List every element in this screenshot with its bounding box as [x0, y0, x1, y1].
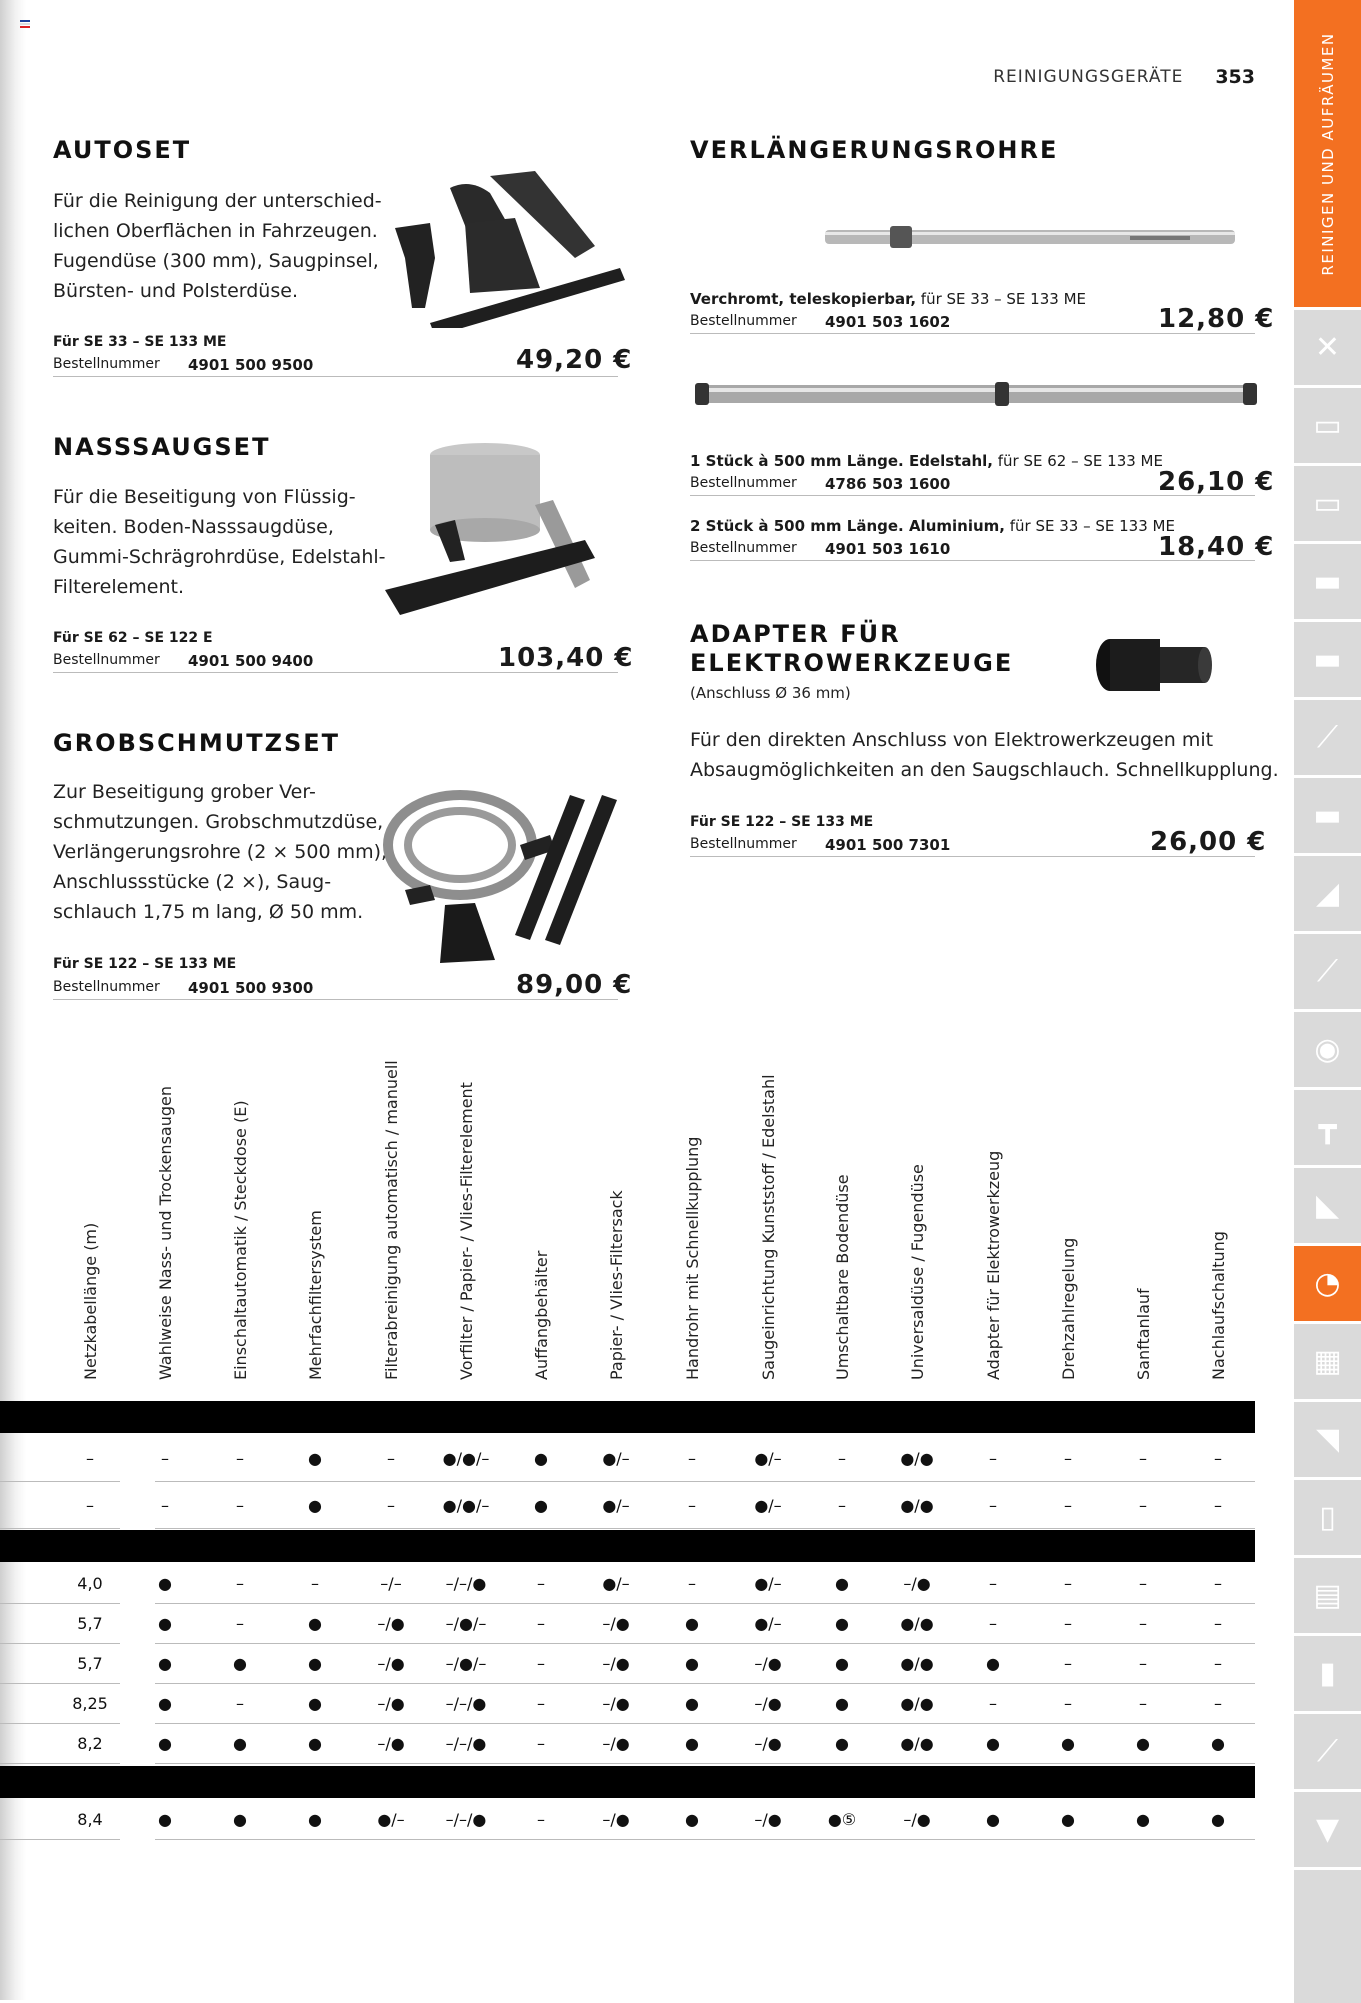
sidebar-empty [1294, 1867, 1361, 2003]
table-cell: – [1139, 1449, 1147, 1468]
trimmer-icon[interactable]: ⟋ [1294, 697, 1361, 775]
table-cell: – [1214, 1574, 1222, 1593]
table-cell: ● [685, 1654, 699, 1673]
grobschmutzset-description: Zur Beseitigung grober Ver- schmutzungen. Grobschmutzdüse, Verlängerungsrohre (2 × 500 mm), Anschlussstücke (2 ×), Saug- schlauch 1,75 m lang, Ø 50 mm. [53, 781, 388, 923]
table-cell: – [688, 1496, 696, 1515]
table-column-header [1053, 1040, 1083, 1380]
table-cell: ●/● [900, 1496, 934, 1515]
table-cell: ● [685, 1614, 699, 1633]
table-cell: – [236, 1449, 244, 1468]
table-cell: ●/– [602, 1496, 630, 1515]
table-cell: –/● [377, 1734, 405, 1753]
table-cell: – [1139, 1496, 1147, 1515]
grobschmutzset-price: 89,00 € [516, 970, 633, 1000]
tshirt-icon[interactable]: ▼ [1294, 1789, 1361, 1867]
table-group-bar [0, 1530, 1255, 1562]
table-cell: –/– [380, 1574, 402, 1593]
table-group-bar [0, 1766, 1255, 1798]
axe-icon[interactable]: ⟋ [1294, 1711, 1361, 1789]
autoset-product-image [390, 168, 630, 328]
table-cell: – [688, 1449, 696, 1468]
table-cell: – [1214, 1614, 1222, 1633]
column-header-label: Adapter für Elektrowerkzeug [984, 1150, 1003, 1380]
table-cell: ● [233, 1734, 247, 1753]
table-cell: –/● [903, 1574, 931, 1593]
table-cell: –/● [903, 1810, 931, 1829]
category-sidebar [1294, 0, 1361, 2000]
autoset-title: AUTOSET [53, 136, 192, 164]
rohre-item3-text: 2 Stück à 500 mm Länge. Aluminium, für SE 33 – SE 133 ME [690, 517, 1175, 535]
table-cell: – [86, 1496, 94, 1515]
table-cell: ● [158, 1654, 172, 1673]
table-cell: – [989, 1614, 997, 1633]
table-cell: – [537, 1574, 545, 1593]
table-cell: 4,0 [77, 1574, 103, 1593]
table-cell: ● [1061, 1734, 1075, 1753]
table-cell: ● [1211, 1810, 1225, 1829]
table-cell: –/● [754, 1654, 782, 1673]
order-number: 4901 500 9300 [188, 979, 314, 997]
table-cell: ● [1136, 1734, 1150, 1753]
manual-icon[interactable]: ▤ [1294, 1555, 1361, 1633]
table-cell: ● [308, 1614, 322, 1633]
vacuum-icon[interactable]: ◔ [1294, 1243, 1361, 1321]
tiller-icon[interactable]: ◣ [1294, 1165, 1361, 1243]
table-cell: – [1139, 1694, 1147, 1713]
table-cell: ●/● [900, 1694, 934, 1713]
table-cell: – [86, 1449, 94, 1468]
table-cell: ● [986, 1810, 1000, 1829]
lawnmower-icon[interactable]: ◢ [1294, 853, 1361, 931]
order-label: Bestellnummer [53, 979, 160, 995]
table-cell: ● [158, 1614, 172, 1633]
table-cell: ●/● [900, 1449, 934, 1468]
table-cell: ●/– [754, 1449, 782, 1468]
table-cell: – [1214, 1496, 1222, 1515]
shredder-icon[interactable]: ▦ [1294, 1321, 1361, 1399]
table-cell: ● [1061, 1810, 1075, 1829]
table-cell: –/● [754, 1734, 782, 1753]
table-cell: – [1139, 1574, 1147, 1593]
category-label: REINIGEN UND AUFRÄUMEN [1318, 31, 1337, 276]
table-cell: ● [1136, 1810, 1150, 1829]
table-cell: 8,2 [77, 1734, 103, 1753]
hedge-trimmer-icon[interactable]: ▬ [1294, 775, 1361, 853]
table-cell: –/● [602, 1614, 630, 1633]
table-cell: ●/– [602, 1574, 630, 1593]
table-cell: ● [685, 1810, 699, 1829]
nasssaugset-product-image [375, 440, 615, 630]
adapter-compatibility: Für SE 122 – SE 133 ME [690, 814, 874, 830]
column-header-label: Drehzahlregelung [1059, 1237, 1078, 1380]
tools-icon[interactable]: ✕ [1294, 307, 1361, 385]
column-header-label: Netzkabellänge (m) [81, 1222, 100, 1380]
adapter-price: 26,00 € [1150, 827, 1267, 857]
table-cell: –/● [602, 1694, 630, 1713]
section-title: REINIGUNGSGERÄTE [993, 67, 1184, 87]
table-cell: – [1064, 1574, 1072, 1593]
table-row [0, 1482, 1255, 1529]
table-row [0, 1724, 1255, 1764]
steel-pipe-image [695, 377, 1260, 411]
table-column-header [1203, 1040, 1233, 1380]
table-cell: – [537, 1734, 545, 1753]
grobschmutzset-compatibility: Für SE 122 – SE 133 ME [53, 956, 237, 972]
table-cell: ● [835, 1574, 849, 1593]
table-cell: – [1064, 1496, 1072, 1515]
table-cell: ●/– [754, 1614, 782, 1633]
table-cell: ●⑤ [827, 1810, 857, 1829]
page-header [993, 66, 1255, 88]
table-cell: ● [308, 1810, 322, 1829]
table-cell: 8,4 [77, 1810, 103, 1829]
table-cell: ● [308, 1734, 322, 1753]
table-cell: –/● [602, 1810, 630, 1829]
table-cell: ● [233, 1654, 247, 1673]
table-cell: ● [308, 1449, 322, 1468]
table-cell: ● [685, 1734, 699, 1753]
table-cell: ● [986, 1654, 1000, 1673]
page-number: 353 [1215, 66, 1255, 88]
table-cell: ● [986, 1734, 1000, 1753]
table-cell: – [537, 1694, 545, 1713]
table-cell: ●/● [900, 1654, 934, 1673]
earth-auger-icon[interactable]: ┳ [1294, 1087, 1361, 1165]
table-cell: – [838, 1496, 846, 1515]
nasssaugset-price: 103,40 € [498, 643, 634, 673]
table-cell: ● [158, 1574, 172, 1593]
table-cell: 5,7 [77, 1654, 103, 1673]
table-cell: – [311, 1574, 319, 1593]
table-cell: –/–/● [445, 1810, 487, 1829]
table-cell: 5,7 [77, 1614, 103, 1633]
table-column-header [902, 1040, 932, 1380]
table-cell: ● [835, 1734, 849, 1753]
table-cell: ● [158, 1810, 172, 1829]
order-number: 4901 500 7301 [825, 836, 951, 854]
column-header-label: Vorfilter / Papier- / Vlies-Filterelement [457, 1082, 476, 1380]
table-cell: –/–/● [445, 1574, 487, 1593]
table-cell: ● [835, 1614, 849, 1633]
table-column-header [300, 1040, 330, 1380]
table-column-header [753, 1040, 783, 1380]
order-label: Bestellnummer [53, 356, 160, 372]
table-cell: – [1214, 1694, 1222, 1713]
table-column-header [526, 1040, 556, 1380]
order-label: Bestellnummer [53, 652, 160, 668]
column-header-label: Auffangbehälter [532, 1250, 551, 1380]
order-number: 4901 500 9500 [188, 356, 314, 374]
clothing-icon[interactable]: ▮ [1294, 1633, 1361, 1711]
table-cell: – [989, 1449, 997, 1468]
column-header-label: Nachlaufschaltung [1209, 1231, 1228, 1380]
order-number: 4786 503 1600 [825, 475, 951, 493]
table-row [0, 1644, 1255, 1684]
table-cell: ●/●/– [442, 1496, 490, 1515]
table-cell: – [387, 1449, 395, 1468]
table-cell: ● [1211, 1734, 1225, 1753]
rohre-item1-text: Verchromt, teleskopierbar, für SE 33 – SE 133 ME [690, 290, 1086, 308]
column-header-label: Universaldüse / Fugendüse [908, 1164, 927, 1380]
table-cell: ● [233, 1810, 247, 1829]
table-cell: – [1064, 1614, 1072, 1633]
table-cell: –/● [377, 1654, 405, 1673]
column-header-label: Umschaltbare Bodendüse [833, 1174, 852, 1380]
table-cell: –/–/● [445, 1734, 487, 1753]
column-header-label: Papier- / Vlies-Filtersack [607, 1190, 626, 1380]
table-cell: – [161, 1496, 169, 1515]
table-row [0, 1564, 1255, 1604]
sprayer-icon[interactable]: ◥ [1294, 1399, 1361, 1477]
table-cell: –/● [602, 1654, 630, 1673]
table-cell: ● [308, 1694, 322, 1713]
table-cell: – [236, 1614, 244, 1633]
table-row [0, 1684, 1255, 1724]
table-cell: – [1214, 1449, 1222, 1468]
adapter-product-image [1090, 633, 1215, 698]
table-column-header [150, 1040, 180, 1380]
grobschmutzset-product-image [380, 775, 620, 975]
column-header-label: Handrohr mit Schnellkupplung [683, 1136, 702, 1380]
table-cell: –/● [754, 1694, 782, 1713]
table-cell: – [236, 1496, 244, 1515]
chainsaw-icon[interactable]: ▬ [1294, 541, 1361, 619]
telescopic-pipe-image [820, 222, 1240, 252]
table-cell: ● [534, 1449, 548, 1468]
table-cell: ● [308, 1496, 322, 1515]
autoset-description: Für die Reinigung der unterschied- lichen Oberflächen in Fahrzeugen. Fugendüse (300 mm), Saugpinsel, Bürsten- und Polsterdüse. [53, 190, 382, 302]
table-cell: ●/– [602, 1449, 630, 1468]
table-cell: ● [308, 1654, 322, 1673]
table-cell: – [236, 1574, 244, 1593]
table-cell: ●/● [900, 1614, 934, 1633]
table-column-header [1128, 1040, 1158, 1380]
table-column-header [451, 1040, 481, 1380]
table-cell: ●/● [900, 1734, 934, 1753]
nasssaugset-compatibility: Für SE 62 – SE 122 E [53, 630, 213, 646]
blower-icon[interactable]: ◉ [1294, 1009, 1361, 1087]
table-cell: –/● [754, 1810, 782, 1829]
table-cell: – [236, 1694, 244, 1713]
table-row [0, 1800, 1255, 1840]
column-header-label: Wahlweise Nass- und Trockensaugen [156, 1086, 175, 1380]
table-cell: –/●/– [445, 1614, 487, 1633]
smartphone-icon[interactable]: ▯ [1294, 1477, 1361, 1555]
rohre-title: VERLÄNGERUNGSROHRE [690, 136, 1059, 164]
table-cell: ● [158, 1694, 172, 1713]
column-header-label: Mehrfachfiltersystem [306, 1210, 325, 1380]
table-column-header [225, 1040, 255, 1380]
order-number: 4901 500 9400 [188, 652, 314, 670]
battery-icon[interactable]: ▭ [1294, 385, 1361, 463]
table-cell: – [989, 1574, 997, 1593]
table-cell: – [537, 1614, 545, 1633]
grobschmutzset-title: GROBSCHMUTZSET [53, 729, 341, 757]
table-cell: ●/●/– [442, 1449, 490, 1468]
table-cell: ● [835, 1654, 849, 1673]
order-label: Bestellnummer [690, 313, 797, 329]
adapter-subtitle: (Anschluss Ø 36 mm) [690, 684, 851, 702]
nasssaugset-description: Für die Beseitigung von Flüssig- keiten. Boden-Nasssaugdüse, Gummi-Schrägrohrdüse, Edelstahl- Filterelement. [53, 486, 386, 598]
table-cell: 8,25 [72, 1694, 108, 1713]
category-label-tab[interactable] [1294, 0, 1361, 307]
table-cell: – [838, 1449, 846, 1468]
table-cell: ●/– [754, 1496, 782, 1515]
adapter-title: ADAPTER FÜR ELEKTROWERKZEUGE [690, 620, 1014, 677]
table-cell: ●/– [377, 1810, 405, 1829]
table-cell: – [537, 1810, 545, 1829]
column-header-label: Filterabreinigung automatisch / manuell [382, 1060, 401, 1380]
table-row [0, 1604, 1255, 1644]
table-cell: – [161, 1449, 169, 1468]
table-cell: ● [158, 1734, 172, 1753]
table-cell: –/● [602, 1734, 630, 1753]
brushcutter-icon[interactable]: ⟋ [1294, 931, 1361, 1009]
column-header-label: Saugeinrichtung Kunststoff / Edelstahl [759, 1074, 778, 1380]
column-header-label: Einschaltautomatik / Steckdose (E) [231, 1100, 250, 1380]
table-cell: – [1064, 1694, 1072, 1713]
flag-icon [20, 20, 30, 28]
order-label: Bestellnummer [690, 475, 797, 491]
table-cell: –/●/– [445, 1654, 487, 1673]
table-column-header [978, 1040, 1008, 1380]
battery-icon[interactable]: ▭ [1294, 463, 1361, 541]
table-cell: –/–/● [445, 1694, 487, 1713]
order-label: Bestellnummer [690, 836, 797, 852]
rohre-item2-text: 1 Stück à 500 mm Länge. Edelstahl, für SE 62 – SE 133 ME [690, 452, 1163, 470]
rohre-item1-price: 12,80 € [1158, 304, 1275, 334]
adapter-description: Für den direkten Anschluss von Elektrowerkzeugen mit Absaugmöglichkeiten an den Saugschlauch. Schnellkupplung. [690, 729, 1279, 781]
table-group-bar [0, 1401, 1255, 1433]
table-cell: – [989, 1496, 997, 1515]
table-column-header [601, 1040, 631, 1380]
order-label: Bestellnummer [690, 540, 797, 556]
table-cell: – [688, 1574, 696, 1593]
rohre-item3-price: 18,40 € [1158, 532, 1275, 562]
table-column-header [677, 1040, 707, 1380]
order-number: 4901 503 1602 [825, 313, 951, 331]
table-cell: – [1214, 1654, 1222, 1673]
table-cell: –/● [377, 1694, 405, 1713]
table-column-header [75, 1040, 105, 1380]
table-cell: ●/– [754, 1574, 782, 1593]
table-cell: – [537, 1654, 545, 1673]
table-cell: – [1064, 1449, 1072, 1468]
table-cell: – [989, 1694, 997, 1713]
column-header-label: Sanftanlauf [1134, 1288, 1153, 1380]
table-cell: – [1139, 1654, 1147, 1673]
table-column-header [827, 1040, 857, 1380]
table-cell: – [387, 1496, 395, 1515]
table-cell: ● [534, 1496, 548, 1515]
chainsaw-icon[interactable]: ▬ [1294, 619, 1361, 697]
autoset-compatibility: Für SE 33 – SE 133 ME [53, 334, 227, 350]
rohre-item2-price: 26,10 € [1158, 467, 1275, 497]
table-cell: – [1064, 1654, 1072, 1673]
table-row [0, 1435, 1255, 1482]
autoset-price: 49,20 € [516, 345, 633, 375]
table-cell: – [1139, 1614, 1147, 1633]
order-number: 4901 503 1610 [825, 540, 951, 558]
table-cell: ● [835, 1694, 849, 1713]
table-cell: –/● [377, 1614, 405, 1633]
table-column-header [376, 1040, 406, 1380]
nasssaugset-title: NASSSAUGSET [53, 433, 271, 461]
table-cell: ● [685, 1694, 699, 1713]
